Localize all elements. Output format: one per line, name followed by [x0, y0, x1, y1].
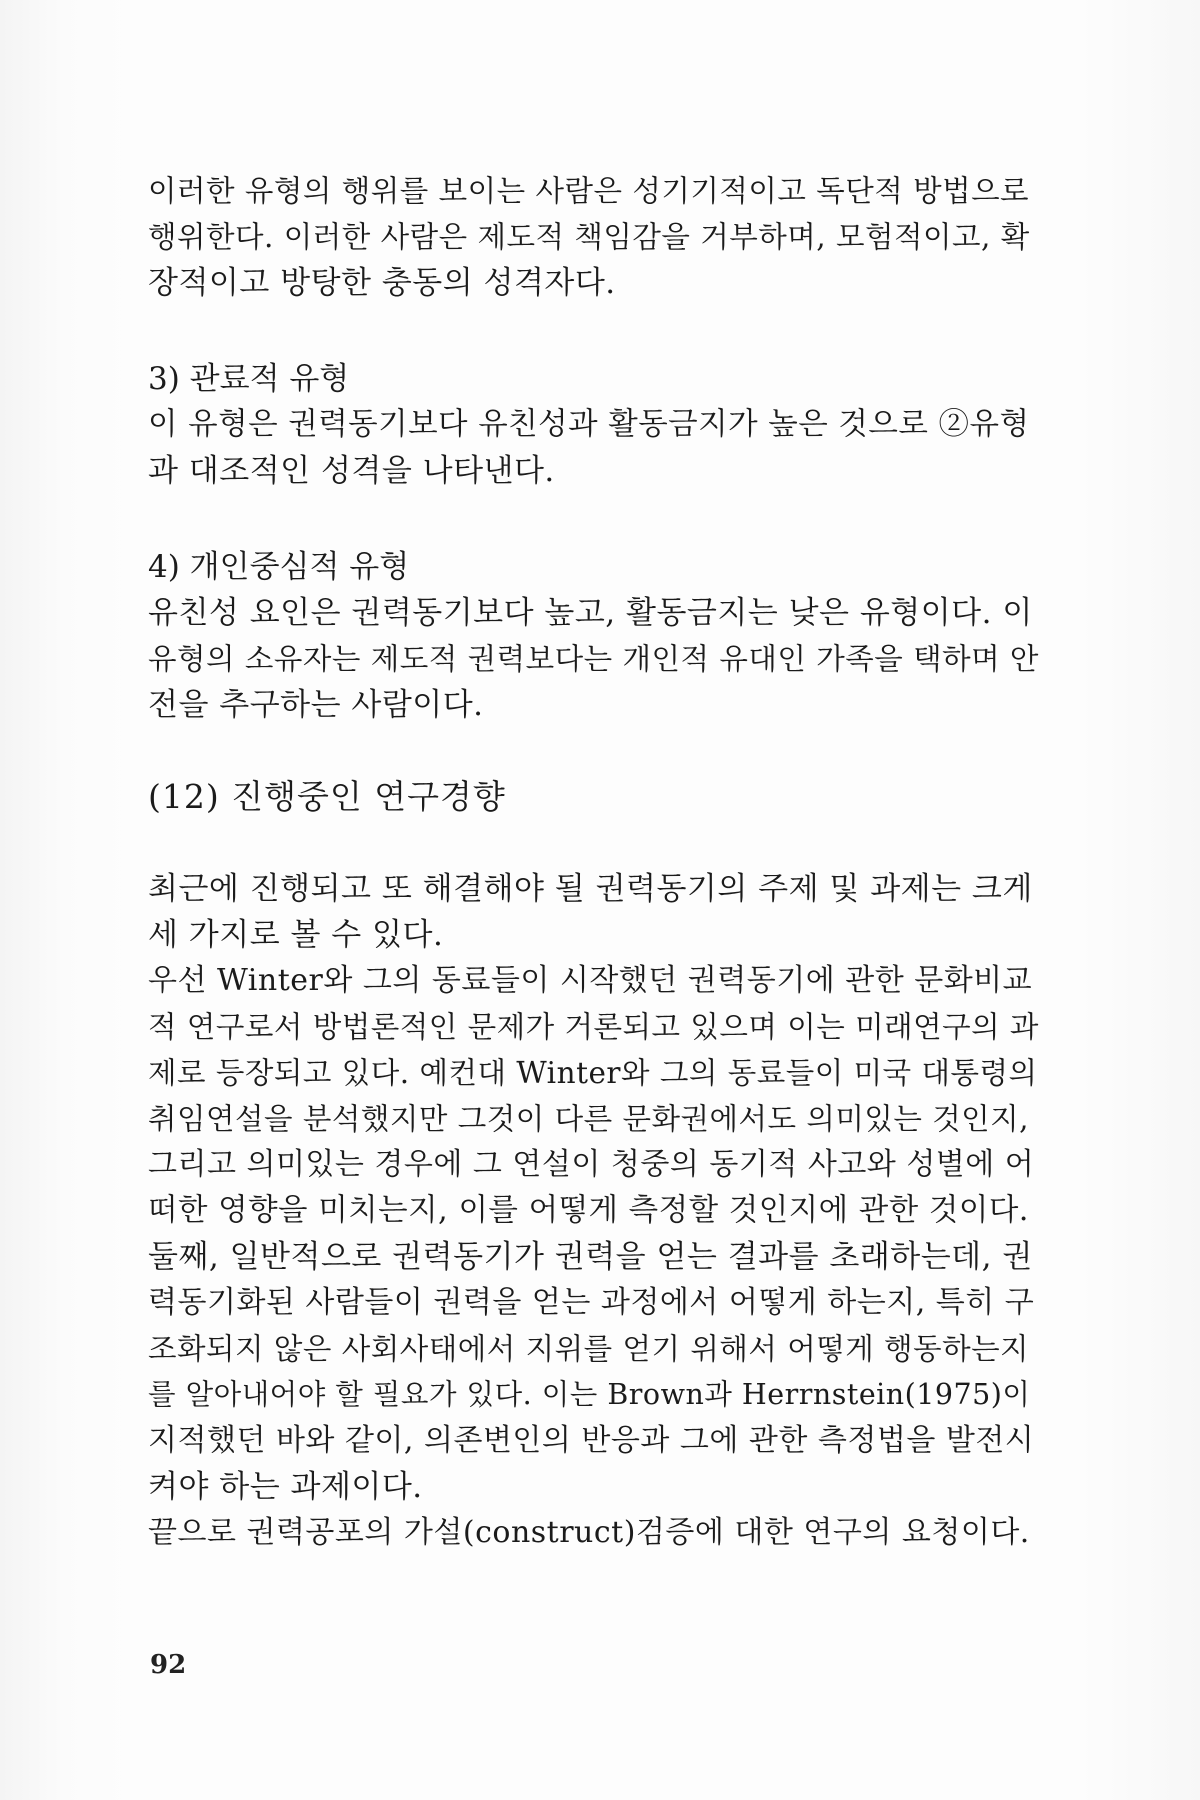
text-line [148, 1050, 1041, 1096]
text-line [148, 214, 1041, 260]
text-line [148, 636, 1041, 682]
text-line-content: 이러한 유형의 행위를 보이는 사람은 성기기적이고 독단적 방법으로 [148, 174, 1030, 208]
text-line-content: 과 대조적인 성격을 나타낸다. [148, 453, 555, 489]
text-line-content: 적 연구로서 방법론적인 문제가 거론되고 있으며 이는 미래연구의 과 [148, 1010, 1039, 1044]
section-heading-current-research: (12) 진행중인 연구경향 [148, 777, 506, 816]
text-line [148, 912, 1041, 958]
text-line [148, 1234, 1041, 1280]
text-line [148, 1372, 1041, 1418]
text-line [148, 1280, 1041, 1326]
page-number: 92 [150, 1650, 187, 1680]
text-line-content: 켜야 하는 과제이다. [148, 1469, 423, 1505]
text-line-content: 끝으로 권력공포의 가설(construct)검증에 대한 연구의 요청이다. [148, 1515, 1030, 1550]
subsection-heading-individual: 4) 개인중심적 유형 [148, 549, 410, 585]
text-line-content: 그리고 의미있는 경우에 그 연설이 청중의 동기적 사고와 성별에 어 [148, 1147, 1035, 1182]
text-line [148, 1464, 1041, 1510]
text-line-content: 떠한 영향을 미치는지, 이를 어떻게 측정할 것인지에 관한 것이다. [148, 1193, 1029, 1228]
text-line-content: 전을 추구하는 사람이다. [148, 687, 484, 723]
text-line-content: 장적이고 방탕한 충동의 성격자다. [148, 265, 616, 301]
text-line [148, 866, 1041, 912]
text-line [148, 1188, 1041, 1234]
text-line-content: 행위한다. 이러한 사람은 제도적 책임감을 거부하며, 모험적이고, 확 [148, 220, 1030, 254]
text-line-content: 이 유형은 권력동기보다 유친성과 활동금지가 높은 것으로 ②유형 [148, 407, 1030, 442]
text-line [148, 1096, 1041, 1142]
text-line [148, 260, 1041, 306]
text-line-content: 력동기화된 사람들이 권력을 얻는 과정에서 어떻게 하는지, 특히 구 [148, 1285, 1035, 1320]
text-line-content: 조화되지 않은 사회사태에서 지위를 얻기 위해서 어떻게 행동하는지 [148, 1332, 1030, 1366]
text-line [148, 958, 1041, 1004]
text-line [148, 1004, 1041, 1050]
text-line-content: 유친성 요인은 권력동기보다 높고, 활동금지는 낮은 유형이다. 이 [148, 595, 1033, 631]
text-line-content: 유형의 소유자는 제도적 권력보다는 개인적 유대인 가족을 택하며 안 [148, 642, 1039, 676]
text-line [148, 1510, 1041, 1556]
text-line-content: 를 알아내어야 할 필요가 있다. 이는 Brown과 Herrnstein(1975)이 [148, 1378, 1031, 1411]
text-line-content: 취임연설을 분석했지만 그것이 다른 문화권에서도 의미있는 것인지, [148, 1102, 1030, 1136]
text-line-content: 둘째, 일반적으로 권력동기가 권력을 얻는 결과를 초래하는데, 권 [148, 1239, 1033, 1275]
text-line [148, 590, 1041, 636]
subsection-heading-bureaucratic: 3) 관료적 유형 [148, 361, 350, 397]
text-line [148, 1142, 1041, 1188]
text-line-content: 우선 Winter와 그의 동료들이 시작했던 권력동기에 관한 문화비교 [148, 963, 1033, 998]
text-line [148, 1418, 1041, 1464]
text-line [148, 448, 1041, 494]
page-body [148, 168, 1041, 1556]
text-line [148, 682, 1041, 728]
text-line-content: 최근에 진행되고 또 해결해야 될 권력동기의 주제 및 과제는 크게 [148, 871, 1033, 907]
text-line [148, 402, 1041, 448]
text-line-content: 지적했던 바와 같이, 의존변인의 반응과 그에 관한 측정법을 발전시 [148, 1423, 1035, 1458]
text-line-content: 세 가지로 볼 수 있다. [148, 917, 444, 953]
text-line [148, 1326, 1041, 1372]
text-line [148, 168, 1041, 214]
text-line-content: 제로 등장되고 있다. 예컨대 Winter와 그의 동료들이 미국 대통령의 [148, 1056, 1038, 1090]
